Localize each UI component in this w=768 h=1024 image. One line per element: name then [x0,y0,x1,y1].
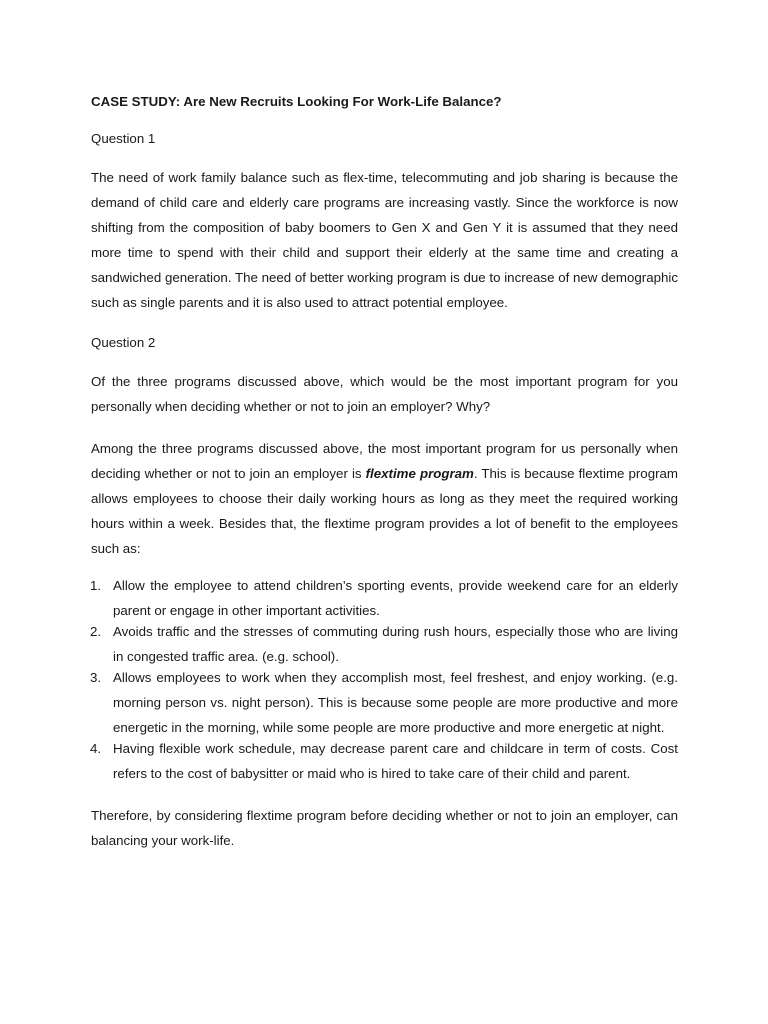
question-1-heading: Question 1 [91,131,156,146]
question-2-answer [91,436,678,561]
list-item-text: Allow the employee to attend children’s sporting events, provide weekend care for an elderly parent or engage in other important activities. [113,578,678,618]
question-1-answer: The need of work family balance such as flex-time, telecommuting and job sharing is because the demand of child care and elderly care programs are increasing vastly. Since the workforce is now shifting from the composition of baby boomers to Gen X and Gen Y it is assumed that they need more time to spend with their child and support their elderly at the same time and creating a sandwiched generation. The need of better working program is due to increase of new demographic such as single parents and it is also used to attract potential employee. [91,170,678,310]
list-item [91,736,678,786]
list-item [91,573,678,623]
list-item-number: 1. [90,578,102,593]
document-title: CASE STUDY: Are New Recruits Looking For Work-Life Balance? [91,94,502,109]
list-item-text: Allows employees to work when they accomplish most, feel freshest, and enjoy working. (e.g. morning person vs. night person). This is because some people are more productive and more energetic in the morning, while some people are more productive and more energetic at night. [113,670,678,735]
conclusion: Therefore, by considering flextime program before deciding whether or not to join an employer, can balancing your work-life. [91,808,678,848]
list-item-text: Avoids traffic and the stresses of commuting during rush hours, especially those who are living in congested traffic area. (e.g. school). [113,624,678,664]
list-item-text: Having flexible work schedule, may decrease parent care and childcare in term of costs. Cost refers to the cost of babysitter or maid who is hired to take care of their child and parent. [113,741,678,781]
list-item-number: 4. [90,741,102,756]
list-item-number: 2. [90,624,102,639]
answer-text-after: . This is because flextime program allows employees to choose their daily working hours as long as they meet the required working hours within a week. Besides that, the flextime program provides a lot of benefit to the employees such as: [91,466,679,556]
question-2-heading: Question 2 [91,335,156,350]
list-item [91,619,678,669]
benefits-list [91,573,678,786]
answer-text-before: Among the three programs discussed above, the most important program for us personally when deciding whether or not to join an employer is [91,441,678,481]
answer-emphasis: flextime program [365,466,474,481]
list-item [91,665,678,740]
question-2-text: Of the three programs discussed above, which would be the most important program for you personally when deciding whether or not to join an employer? Why? [91,374,678,414]
list-item-number: 3. [90,670,102,685]
